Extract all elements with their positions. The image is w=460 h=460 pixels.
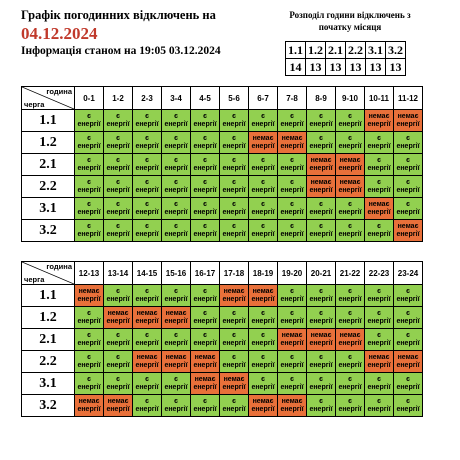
- power-on-cell: є енергії: [75, 307, 104, 329]
- power-on-cell: є енергії: [220, 395, 249, 417]
- distribution-hours-cell: 13: [366, 59, 386, 76]
- power-on-cell: є енергії: [191, 329, 220, 351]
- power-on-cell: є енергії: [75, 198, 104, 220]
- power-off-cell: немає енергії: [278, 395, 307, 417]
- hour-header: 15-16: [162, 262, 191, 285]
- power-on-cell: є енергії: [191, 285, 220, 307]
- power-on-cell: є енергії: [75, 220, 104, 242]
- power-on-cell: є енергії: [133, 220, 162, 242]
- distribution-hours-cell: 13: [306, 59, 326, 76]
- power-on-cell: є енергії: [278, 110, 307, 132]
- power-on-cell: є енергії: [133, 110, 162, 132]
- corner-queue-label: черга: [24, 275, 45, 284]
- power-on-cell: є енергії: [191, 198, 220, 220]
- power-off-cell: немає енергії: [191, 373, 220, 395]
- power-off-cell: немає енергії: [336, 329, 365, 351]
- power-on-cell: є енергії: [365, 176, 394, 198]
- queue-label: 1.2: [22, 132, 75, 154]
- schedule-date: 04.12.2024: [21, 24, 98, 43]
- hour-header: 18-19: [249, 262, 278, 285]
- power-on-cell: є енергії: [162, 220, 191, 242]
- corner-queue-label: черга: [24, 100, 45, 109]
- table-row: [22, 176, 423, 198]
- power-off-cell: немає енергії: [133, 351, 162, 373]
- hour-header: 16-17: [191, 262, 220, 285]
- power-on-cell: є енергії: [394, 329, 423, 351]
- table-row: [22, 154, 423, 176]
- power-on-cell: є енергії: [104, 132, 133, 154]
- power-on-cell: є енергії: [278, 351, 307, 373]
- hour-header: 20-21: [307, 262, 336, 285]
- distribution-queue-cell: 1.1: [286, 42, 306, 59]
- distribution-hours-cell: 13: [386, 59, 406, 76]
- power-on-cell: є енергії: [133, 176, 162, 198]
- power-on-cell: є енергії: [249, 329, 278, 351]
- power-on-cell: є енергії: [249, 110, 278, 132]
- power-on-cell: є енергії: [220, 307, 249, 329]
- power-on-cell: є енергії: [394, 307, 423, 329]
- power-on-cell: є енергії: [191, 220, 220, 242]
- power-off-cell: немає енергії: [249, 285, 278, 307]
- power-on-cell: є енергії: [104, 373, 133, 395]
- power-on-cell: є енергії: [75, 373, 104, 395]
- hour-header: 10-11: [365, 87, 394, 110]
- power-on-cell: є енергії: [104, 220, 133, 242]
- distribution-title: Розподіл години відключень з початку місяця: [289, 10, 411, 32]
- distribution-queue-cell: 3.2: [386, 42, 406, 59]
- distribution-table: [285, 41, 406, 76]
- table-row: [22, 395, 423, 417]
- power-on-cell: є енергії: [307, 285, 336, 307]
- hour-header: 3-4: [162, 87, 191, 110]
- distribution-queues-row: [286, 42, 406, 59]
- power-on-cell: є енергії: [75, 154, 104, 176]
- queue-label: 3.2: [22, 395, 75, 417]
- power-off-cell: немає енергії: [278, 329, 307, 351]
- power-on-cell: є енергії: [394, 198, 423, 220]
- distribution-queue-cell: 2.2: [346, 42, 366, 59]
- power-on-cell: є енергії: [220, 154, 249, 176]
- corner-cell: [22, 262, 75, 285]
- power-on-cell: є енергії: [336, 351, 365, 373]
- power-off-cell: немає енергії: [162, 307, 191, 329]
- power-on-cell: є енергії: [336, 198, 365, 220]
- power-on-cell: є енергії: [249, 373, 278, 395]
- power-on-cell: є енергії: [336, 373, 365, 395]
- power-on-cell: є енергії: [162, 373, 191, 395]
- power-off-cell: немає енергії: [75, 285, 104, 307]
- power-on-cell: є енергії: [307, 220, 336, 242]
- power-on-cell: є енергії: [162, 176, 191, 198]
- table-row: [22, 307, 423, 329]
- queue-label: 2.1: [22, 329, 75, 351]
- power-on-cell: є енергії: [75, 176, 104, 198]
- header-row: [22, 87, 423, 110]
- power-off-cell: немає енергії: [394, 351, 423, 373]
- table-row: [22, 198, 423, 220]
- power-on-cell: є енергії: [104, 176, 133, 198]
- power-on-cell: є енергії: [278, 220, 307, 242]
- hour-header: 12-13: [75, 262, 104, 285]
- power-on-cell: є енергії: [394, 154, 423, 176]
- power-on-cell: є енергії: [249, 176, 278, 198]
- power-off-cell: немає енергії: [307, 154, 336, 176]
- hour-header: 5-6: [220, 87, 249, 110]
- power-on-cell: є енергії: [307, 307, 336, 329]
- power-on-cell: є енергії: [104, 154, 133, 176]
- hour-header: 1-2: [104, 87, 133, 110]
- table-row: [22, 132, 423, 154]
- hour-header: 6-7: [249, 87, 278, 110]
- distribution-hours-cell: 13: [346, 59, 366, 76]
- power-on-cell: є енергії: [249, 154, 278, 176]
- power-on-cell: є енергії: [336, 132, 365, 154]
- power-on-cell: є енергії: [336, 220, 365, 242]
- power-on-cell: є енергії: [220, 176, 249, 198]
- corner-cell: [22, 87, 75, 110]
- power-on-cell: є енергії: [133, 395, 162, 417]
- power-on-cell: є енергії: [336, 307, 365, 329]
- queue-label: 3.1: [22, 198, 75, 220]
- hour-header: 21-22: [336, 262, 365, 285]
- power-on-cell: є енергії: [104, 329, 133, 351]
- power-on-cell: є енергії: [104, 198, 133, 220]
- power-on-cell: є енергії: [162, 110, 191, 132]
- power-on-cell: є енергії: [104, 285, 133, 307]
- power-on-cell: є енергії: [336, 285, 365, 307]
- power-off-cell: немає енергії: [220, 373, 249, 395]
- queue-label: 3.1: [22, 373, 75, 395]
- table-row: [22, 373, 423, 395]
- power-on-cell: є енергії: [104, 351, 133, 373]
- power-on-cell: є енергії: [191, 395, 220, 417]
- hour-header: 0-1: [75, 87, 104, 110]
- distribution-queue-cell: 1.2: [306, 42, 326, 59]
- power-off-cell: немає енергії: [104, 307, 133, 329]
- queue-label: 1.1: [22, 110, 75, 132]
- power-on-cell: є енергії: [191, 307, 220, 329]
- hour-header: 4-5: [191, 87, 220, 110]
- power-off-cell: немає енергії: [307, 176, 336, 198]
- queue-label: 2.2: [22, 176, 75, 198]
- power-on-cell: є енергії: [133, 373, 162, 395]
- power-off-cell: немає енергії: [336, 176, 365, 198]
- hour-header: 2-3: [133, 87, 162, 110]
- queue-label: 2.2: [22, 351, 75, 373]
- power-on-cell: є енергії: [191, 132, 220, 154]
- queue-label: 1.2: [22, 307, 75, 329]
- power-off-cell: немає енергії: [336, 154, 365, 176]
- power-on-cell: є енергії: [365, 395, 394, 417]
- corner-hour-label: година: [46, 87, 72, 96]
- hour-header: 14-15: [133, 262, 162, 285]
- hour-header: 11-12: [394, 87, 423, 110]
- hour-header: 19-20: [278, 262, 307, 285]
- power-on-cell: є енергії: [191, 176, 220, 198]
- distribution-hours-row: [286, 59, 406, 76]
- power-off-cell: немає енергії: [75, 395, 104, 417]
- power-off-cell: немає енергії: [133, 307, 162, 329]
- power-on-cell: є енергії: [249, 220, 278, 242]
- corner-hour-label: година: [46, 262, 72, 271]
- distribution-hours-cell: 14: [286, 59, 306, 76]
- power-on-cell: є енергії: [220, 132, 249, 154]
- table-row: [22, 285, 423, 307]
- power-on-cell: є енергії: [162, 132, 191, 154]
- power-on-cell: є енергії: [75, 329, 104, 351]
- power-on-cell: є енергії: [191, 110, 220, 132]
- power-on-cell: є енергії: [220, 198, 249, 220]
- power-off-cell: немає енергії: [104, 395, 133, 417]
- power-off-cell: немає енергії: [307, 329, 336, 351]
- power-on-cell: є енергії: [365, 220, 394, 242]
- hour-header: 13-14: [104, 262, 133, 285]
- info-timestamp: Інформація станом на 19:05 03.12.2024: [21, 45, 221, 57]
- power-on-cell: є енергії: [278, 176, 307, 198]
- power-on-cell: є енергії: [220, 110, 249, 132]
- power-off-cell: немає енергії: [394, 220, 423, 242]
- hour-header: 22-23: [365, 262, 394, 285]
- power-on-cell: є енергії: [133, 198, 162, 220]
- power-on-cell: є енергії: [365, 373, 394, 395]
- power-on-cell: є енергії: [249, 307, 278, 329]
- power-on-cell: є енергії: [365, 154, 394, 176]
- power-on-cell: є енергії: [75, 132, 104, 154]
- power-on-cell: є енергії: [133, 132, 162, 154]
- power-on-cell: є енергії: [394, 176, 423, 198]
- power-on-cell: є енергії: [278, 373, 307, 395]
- power-on-cell: є енергії: [365, 307, 394, 329]
- power-off-cell: немає енергії: [365, 110, 394, 132]
- power-on-cell: є енергії: [249, 198, 278, 220]
- power-on-cell: є енергії: [133, 329, 162, 351]
- distribution-queue-cell: 2.1: [326, 42, 346, 59]
- power-off-cell: немає енергії: [394, 110, 423, 132]
- power-off-cell: немає енергії: [278, 132, 307, 154]
- table-row: [22, 110, 423, 132]
- power-on-cell: є енергії: [162, 395, 191, 417]
- power-on-cell: є енергії: [220, 329, 249, 351]
- power-on-cell: є енергії: [278, 285, 307, 307]
- hour-header: 8-9: [307, 87, 336, 110]
- distribution-hours-cell: 13: [326, 59, 346, 76]
- queue-label: 1.1: [22, 285, 75, 307]
- power-on-cell: є енергії: [394, 395, 423, 417]
- power-on-cell: є енергії: [365, 329, 394, 351]
- power-off-cell: немає енергії: [365, 351, 394, 373]
- power-on-cell: є енергії: [336, 395, 365, 417]
- power-on-cell: є енергії: [162, 154, 191, 176]
- hour-header: 17-18: [220, 262, 249, 285]
- power-on-cell: є енергії: [365, 285, 394, 307]
- power-on-cell: є енергії: [75, 110, 104, 132]
- schedule-table-evening: [21, 261, 423, 417]
- header-row: [22, 262, 423, 285]
- table-row: [22, 329, 423, 351]
- hour-header: 23-24: [394, 262, 423, 285]
- distribution-queue-cell: 3.1: [366, 42, 386, 59]
- power-on-cell: є енергії: [394, 285, 423, 307]
- schedule-table-morning: [21, 86, 423, 242]
- power-on-cell: є енергії: [162, 285, 191, 307]
- queue-label: 2.1: [22, 154, 75, 176]
- power-off-cell: немає енергії: [249, 395, 278, 417]
- power-on-cell: є енергії: [133, 285, 162, 307]
- power-off-cell: немає енергії: [191, 351, 220, 373]
- power-on-cell: є енергії: [162, 198, 191, 220]
- power-on-cell: є енергії: [191, 154, 220, 176]
- power-on-cell: є енергії: [278, 154, 307, 176]
- power-on-cell: є енергії: [307, 373, 336, 395]
- power-on-cell: є енергії: [307, 110, 336, 132]
- power-off-cell: немає енергії: [220, 285, 249, 307]
- table-row: [22, 220, 423, 242]
- power-on-cell: є енергії: [336, 110, 365, 132]
- power-on-cell: є енергії: [394, 373, 423, 395]
- power-on-cell: є енергії: [307, 351, 336, 373]
- power-on-cell: є енергії: [104, 110, 133, 132]
- power-on-cell: є енергії: [249, 351, 278, 373]
- power-on-cell: є енергії: [220, 351, 249, 373]
- power-on-cell: є енергії: [75, 351, 104, 373]
- power-on-cell: є енергії: [307, 198, 336, 220]
- power-on-cell: є енергії: [307, 132, 336, 154]
- power-on-cell: є енергії: [278, 307, 307, 329]
- hour-header: 9-10: [336, 87, 365, 110]
- power-off-cell: немає енергії: [249, 132, 278, 154]
- power-on-cell: є енергії: [220, 220, 249, 242]
- power-on-cell: є енергії: [133, 154, 162, 176]
- queue-label: 3.2: [22, 220, 75, 242]
- hour-header: 7-8: [278, 87, 307, 110]
- power-off-cell: немає енергії: [162, 351, 191, 373]
- table-row: [22, 351, 423, 373]
- power-on-cell: є енергії: [394, 132, 423, 154]
- title: Графік погодинних відключень на: [21, 8, 216, 22]
- power-on-cell: є енергії: [162, 329, 191, 351]
- power-on-cell: є енергії: [278, 198, 307, 220]
- power-on-cell: є енергії: [307, 395, 336, 417]
- power-off-cell: немає енергії: [365, 198, 394, 220]
- power-on-cell: є енергії: [365, 132, 394, 154]
